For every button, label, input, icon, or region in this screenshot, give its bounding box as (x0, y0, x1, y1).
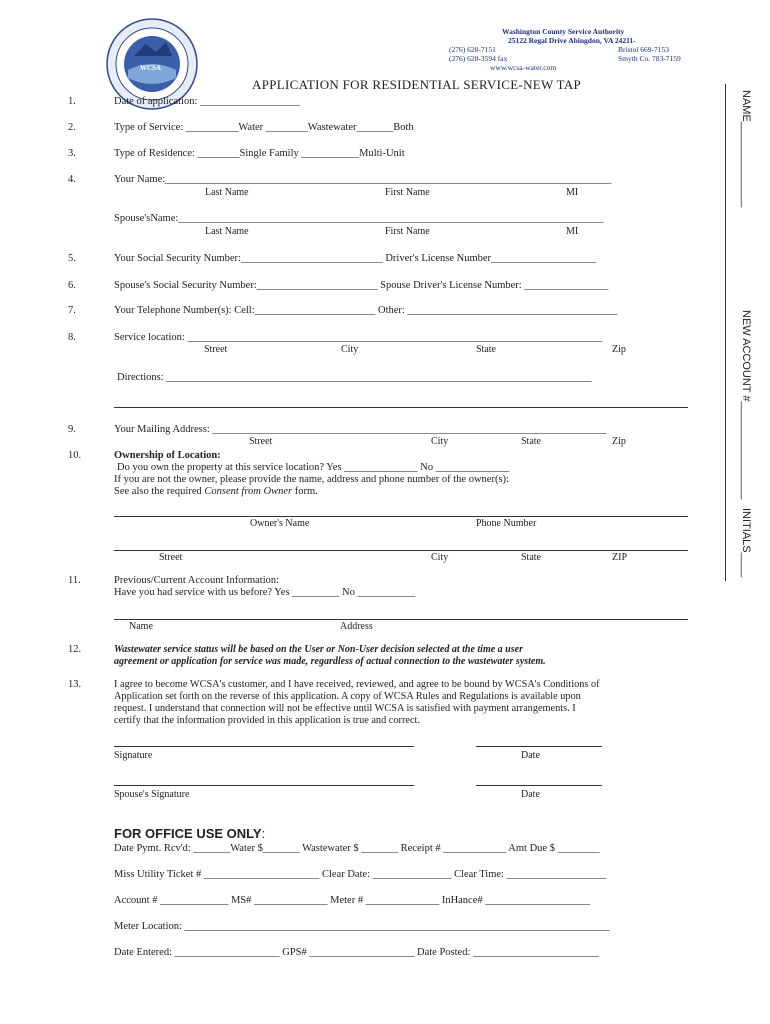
spouse-signature-line[interactable] (114, 785, 414, 786)
date-of-application-field[interactable]: Date of application: ___________________ (114, 96, 300, 107)
office-use-heading: FOR OFFICE USE ONLY: (114, 826, 266, 841)
spouse-first-name-label: First Name (385, 226, 430, 237)
office-account-field[interactable]: Account # _____________ MS# ______________ Meter # ______________ InHance# ____________________ (114, 895, 591, 906)
org-phone: (276) 628-7151 (449, 45, 496, 54)
agreement-line-2: Application set forth on the reverse of this application. A copy of WCSA Rules and Regulations is available upon (114, 691, 581, 702)
owner-address-line[interactable] (114, 550, 688, 551)
date-line-2[interactable] (476, 785, 602, 786)
service-location-field[interactable]: Service location: _______________________________________________________________________________ (114, 332, 603, 343)
office-date-entered-field[interactable]: Date Entered: ____________________ GPS# ____________________ Date Posted: ________________________ (114, 947, 600, 958)
office-meter-location-field[interactable]: Meter Location: _________________________________________________________________________________ (114, 921, 610, 932)
previous-name-label: Name (129, 621, 153, 632)
side-account-label: NEW ACCOUNT #________________ (740, 310, 752, 500)
spouse-mi-label: MI (566, 226, 579, 237)
item-number-4: 4. (68, 174, 76, 185)
org-bristol: Bristol 669-7153 (618, 45, 670, 54)
item-number-2: 2. (68, 122, 76, 133)
ownership-heading: Ownership of Location: (114, 450, 221, 461)
owner-state-label: State (521, 552, 541, 563)
wastewater-notice-line-2: agreement or application for service was made, regardless of actual connection to the wastewater system. (114, 656, 546, 667)
consent-note-pre: See also the required (114, 486, 205, 497)
agreement-line-4: certify that the information provided in this application is true and correct. (114, 715, 420, 726)
consent-from-owner-link[interactable]: Consent from Owner (204, 486, 293, 497)
signature-label: Signature (114, 750, 153, 761)
office-payment-field[interactable]: Date Pymt. Rcv'd: _______Water $_______ Wastewater $ _______ Receipt # ____________ Amt Due $ ________ (114, 843, 600, 854)
owner-street-label: Street (159, 552, 183, 563)
telephone-field[interactable]: Your Telephone Number(s): Cell:_______________________ Other: ________________________________________ (114, 305, 618, 316)
mailing-city-label: City (431, 436, 449, 447)
previous-account-line[interactable] (114, 619, 688, 620)
mailing-state-label: State (521, 436, 541, 447)
owner-line[interactable] (114, 516, 688, 517)
ssn-license-field[interactable]: Your Social Security Number:___________________________ Driver's License Number____________________ (114, 253, 597, 264)
side-initials-label: INITIALS____ (740, 508, 752, 578)
consent-note-post: form. (292, 486, 318, 497)
service-zip-label: Zip (612, 344, 626, 355)
mi-label: MI (566, 187, 579, 198)
item-number-13: 13. (68, 679, 82, 690)
org-address: 25122 Regal Drive Abingdon, VA 24211- (508, 36, 636, 45)
item-number-9: 9. (68, 424, 76, 435)
previous-account-label: Previous/Current Account Information: (114, 575, 280, 586)
owner-city-label: City (431, 552, 449, 563)
directions-field[interactable]: Directions: _________________________________________________________________________________ (117, 372, 592, 383)
your-name-field[interactable]: Your Name:_____________________________________________________________________________________ (114, 174, 612, 185)
page-title: APPLICATION FOR RESIDENTIAL SERVICE-NEW TAP (252, 77, 582, 92)
side-name-label: NAME______________ (740, 90, 752, 208)
ownership-heading-text: Ownership of Location (114, 450, 218, 461)
org-fax: (276) 628-3594 fax (449, 54, 508, 63)
item-number-8: 8. (68, 332, 76, 343)
type-of-service-field[interactable]: Type of Service: __________Water ________Wastewater_______Both (114, 122, 414, 133)
service-city-label: City (341, 344, 359, 355)
date-label-2: Date (521, 789, 540, 800)
directions-line-2[interactable] (114, 407, 688, 408)
service-state-label: State (476, 344, 496, 355)
item-number-7: 7. (68, 305, 76, 316)
signature-line[interactable] (114, 746, 414, 747)
date-label-1: Date (521, 750, 540, 761)
date-line-1[interactable] (476, 746, 602, 747)
agreement-line-1: I agree to become WCSA's customer, and I have received, reviewed, and agree to be bound by WCSA's Conditions of (114, 679, 600, 690)
first-name-label: First Name (385, 187, 430, 198)
agreement-line-3: request. I understand that connection will not be effective until WCSA is satisfied with payment arrangements. I (114, 703, 576, 714)
owner-name-label: Owner's Name (250, 518, 310, 529)
spouse-ssn-license-field[interactable]: Spouse's Social Security Number:_______________________ Spouse Driver's License Number: ________________ (114, 280, 609, 291)
item-number-6: 6. (68, 280, 76, 291)
consent-note (114, 486, 318, 498)
wastewater-notice-line-1: Wastewater service status will be based on the User or Non-User decision selected at the time a user (114, 644, 523, 655)
org-name: Washington County Service Authority (502, 27, 625, 36)
owner-info-instructions: If you are not the owner, please provide the name, address and phone number of the owner(s): (114, 474, 509, 485)
owner-zip-label: ZIP (612, 552, 627, 563)
item-number-3: 3. (68, 148, 76, 159)
type-of-residence-field[interactable]: Type of Residence: ________Single Family ___________Multi-Unit (114, 148, 405, 159)
mailing-address-field[interactable]: Your Mailing Address: ___________________________________________________________________________ (114, 424, 607, 435)
right-border (725, 84, 726, 581)
spouse-signature-label: Spouse's Signature (114, 789, 190, 800)
item-number-5: 5. (68, 253, 76, 264)
last-name-label: Last Name (205, 187, 249, 198)
item-number-1: 1. (68, 96, 76, 107)
mailing-zip-label: Zip (612, 436, 626, 447)
org-website: www.wcsa-water.com (490, 63, 557, 72)
own-property-field[interactable]: Do you own the property at this service location? Yes ______________ No ______________ (117, 462, 510, 473)
owner-phone-label: Phone Number (476, 518, 537, 529)
spouse-last-name-label: Last Name (205, 226, 249, 237)
item-number-12: 12. (68, 644, 82, 655)
item-number-11: 11. (68, 575, 81, 586)
org-smyth: Smyth Co. 783-7159 (618, 54, 681, 63)
office-use-heading-text: FOR OFFICE USE ONLY (114, 826, 262, 841)
mailing-street-label: Street (249, 436, 273, 447)
office-miss-utility-field[interactable]: Miss Utility Ticket # ______________________ Clear Date: _______________ Clear Time: ___________________ (114, 869, 607, 880)
previous-address-label: Address (340, 621, 373, 632)
item-number-10: 10. (68, 450, 82, 461)
spouse-name-field[interactable]: Spouse'sName:_________________________________________________________________________________ (114, 213, 604, 224)
had-service-field[interactable]: Have you had service with us before? Yes _________ No ___________ (114, 587, 416, 598)
seal-center-text: WCSA (140, 64, 162, 72)
service-street-label: Street (204, 344, 228, 355)
